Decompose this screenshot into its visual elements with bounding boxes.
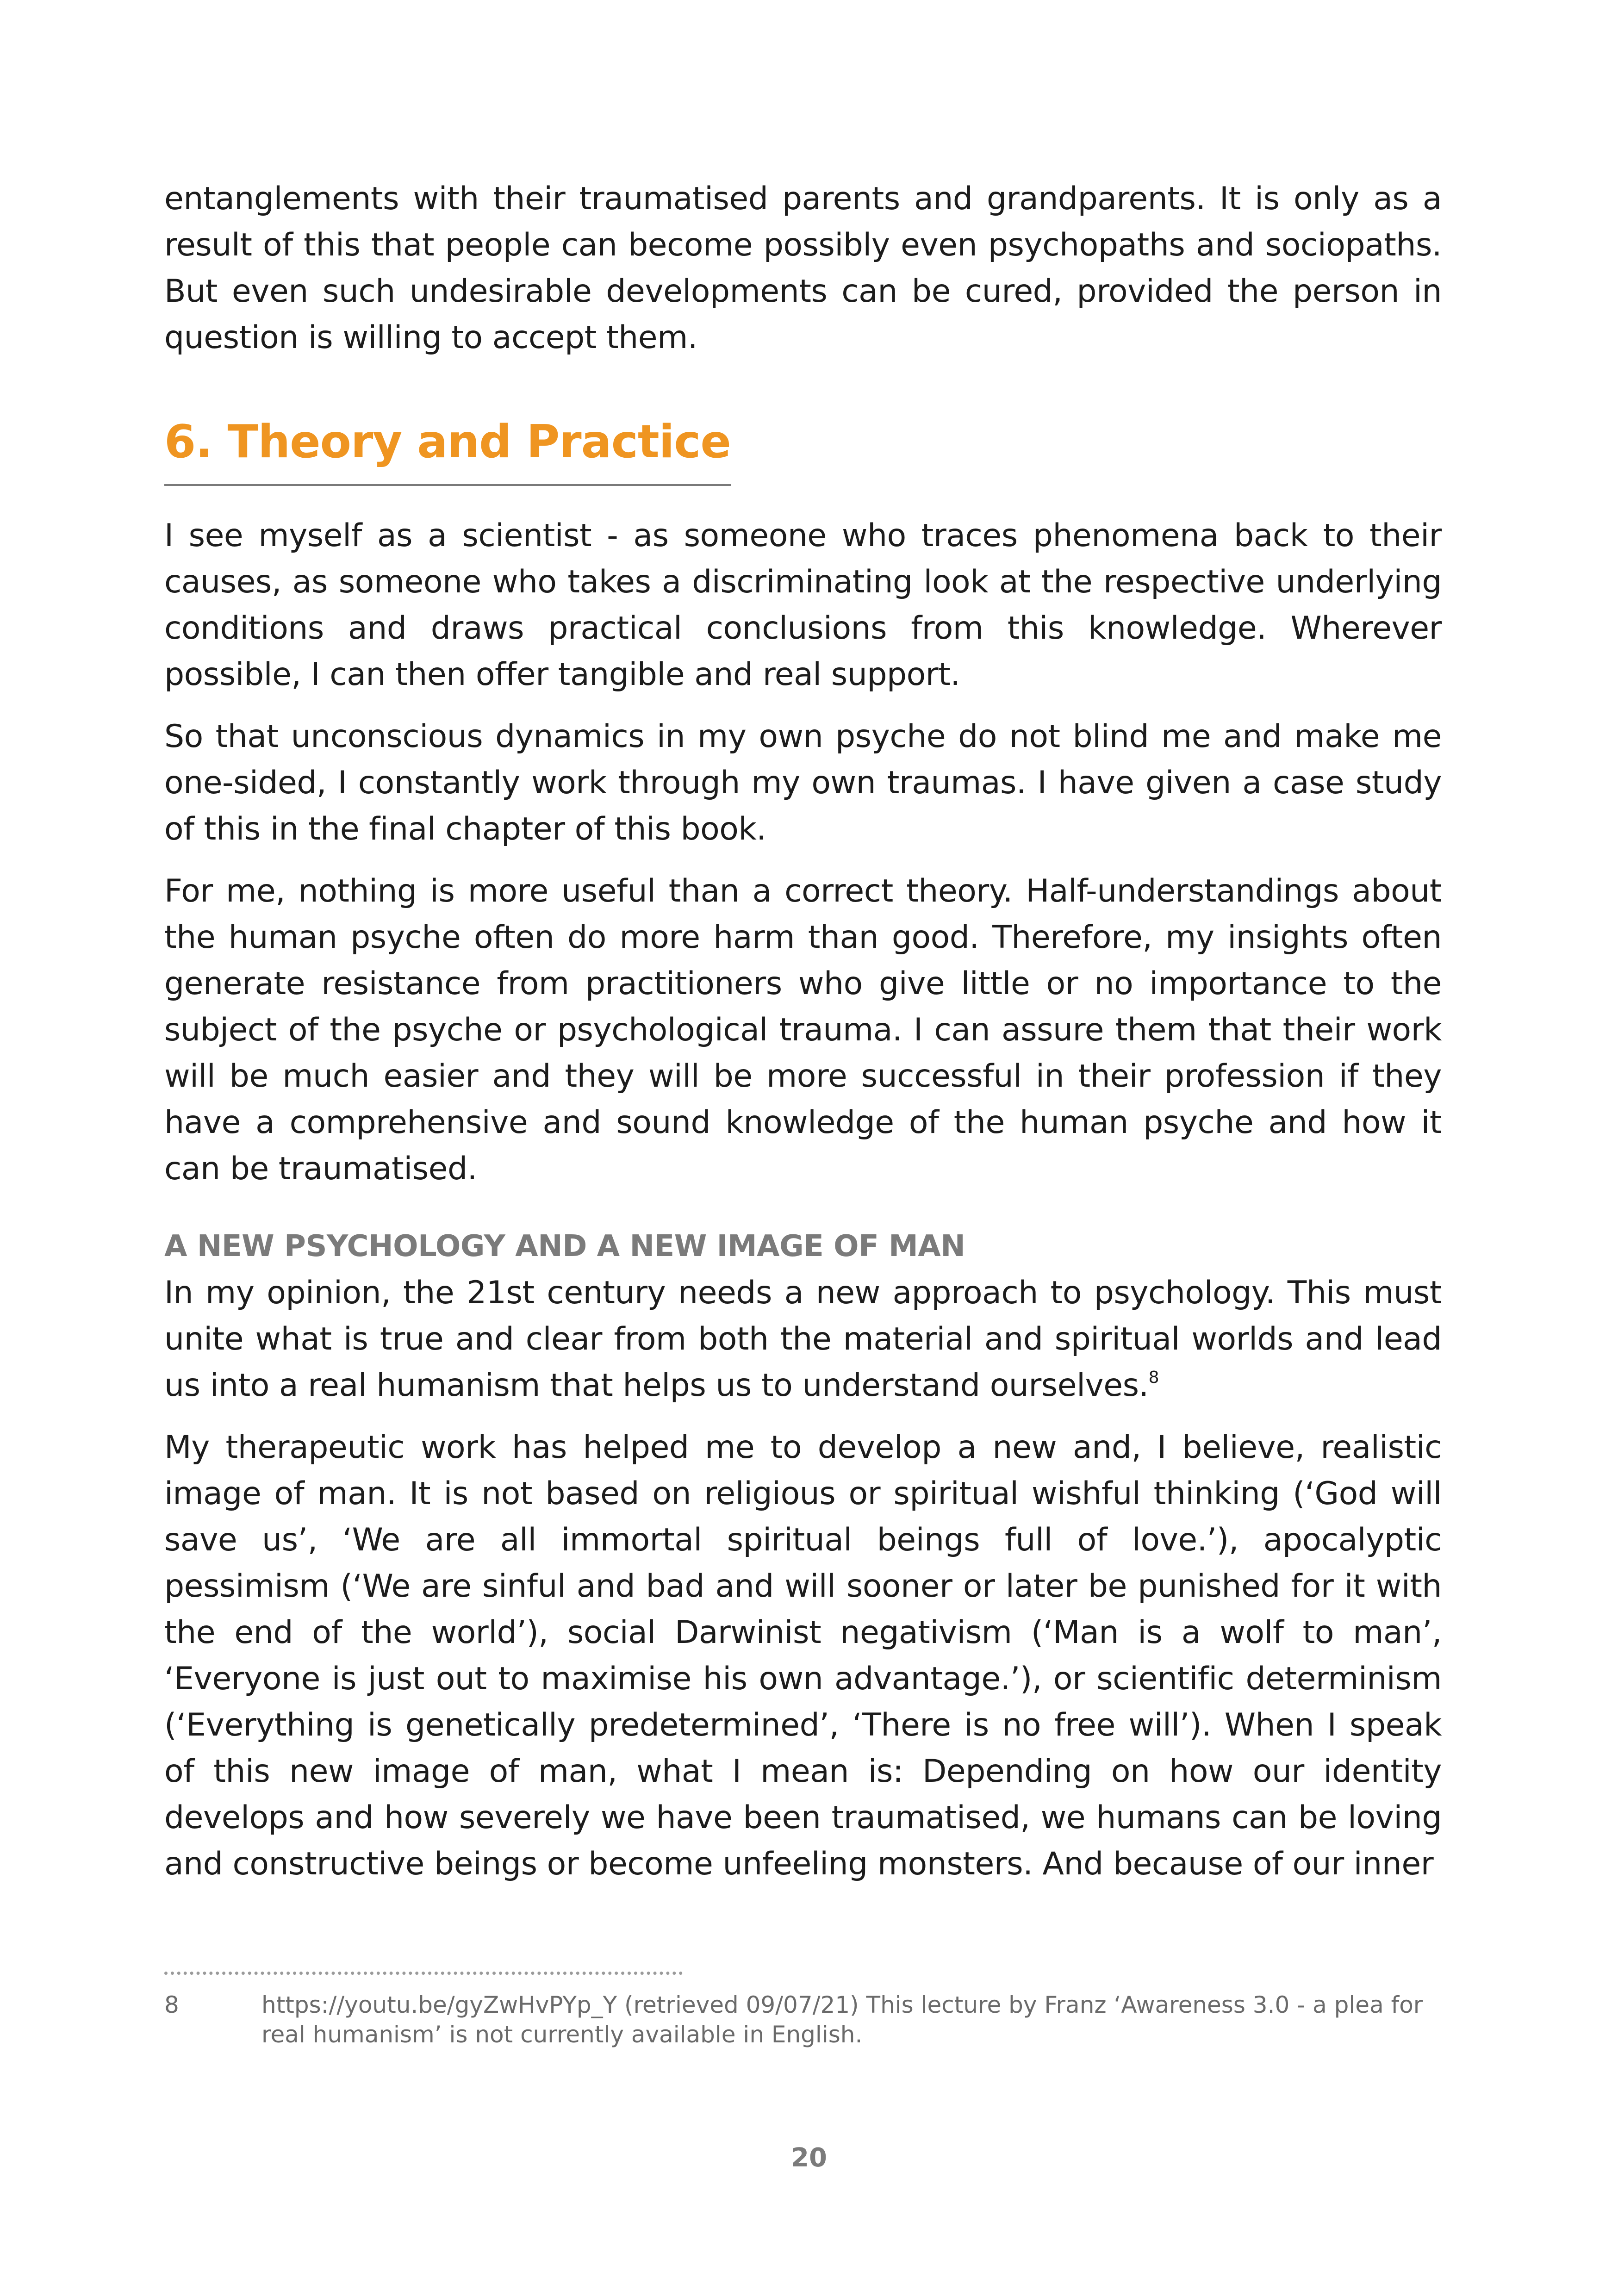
section-paragraph: For me, nothing is more useful than a correct theory. Half-understandings about the human psyche often do more harm than good. Therefore, my insights often generate resistance from practitioners who give little or no importance to the subject of the psyche or psychological trauma. I can assure them that their work will be much easier and they will be more successful in their profession if they have a comprehensive and sound knowledge of the human psyche and how it can be traumatised. [164,873,1442,1187]
page-body [164,176,1442,1903]
footnote-text: https://youtu.be/gyZwHvPYp_Y (retrieved 09/07/21) This lecture by Franz ‘Awareness 3.0 - a plea for real humanism’ is not currently available in English. [261,1991,1423,2048]
footnote-reference[interactable]: 8 [1148,1368,1159,1387]
subsection-heading: A NEW PSYCHOLOGY AND A NEW IMAGE OF MAN [164,1229,965,1263]
subsection-paragraph [164,1270,1442,1409]
subsection-paragraph-text: In my opinion, the 21st century needs a new approach to psychology. This must unite what is true and clear from both the material and spiritual worlds and lead us into a real humanism that helps us to understand ourselves. [164,1275,1442,1404]
page-number: 20 [791,2143,827,2173]
subsection-paragraph: My therapeutic work has helped me to develop a new and, I believe, realistic image of man. It is not based on religious or spiritual wishful thinking (‘God will save us’, ‘We are all immortal spiritual beings full of love.’), apocalyptic pessimism (‘We are sinful and bad and will sooner or later be punished for it with the end of the world’), social Darwinist negativism (‘Man is a wolf to man’, ‘Everyone is just out to maximise his own advantage.’), or scientific determinism (‘Everything is genetically predetermined’, ‘There is no free will’). When I speak of this new image of man, what I mean is: Depending on how our identity develops and how severely we have been traumatised, we humans can be loving and constructive beings or become unfeeling monsters. And because of our inner [164,1429,1442,1882]
footnote-divider [164,1972,683,1975]
footnote [164,1990,1442,2049]
section-title: 6. Theory and Practice [164,412,731,486]
section-header [164,412,1442,486]
section-paragraph: I see myself as a scientist - as someone who traces phenomena back to their causes, as someone who takes a discriminating look at the respective underlying conditions and draws practical conclusions from this knowledge. Wherever possible, I can then offer tangible and real support. [164,517,1442,693]
footnote-number: 8 [164,1991,179,2018]
section-paragraph: So that unconscious dynamics in my own psyche do not blind me and make me one-sided, I constantly work through my own traumas. I have given a case study of this in the final chapter of this book. [164,718,1442,847]
paragraph-continued: entanglements with their traumatised parents and grandparents. It is only as a result of this that people can become possibly even psychopaths and sociopaths. But even such undesirable developments can be cured, provided the person in question is willing to accept them. [164,180,1442,356]
